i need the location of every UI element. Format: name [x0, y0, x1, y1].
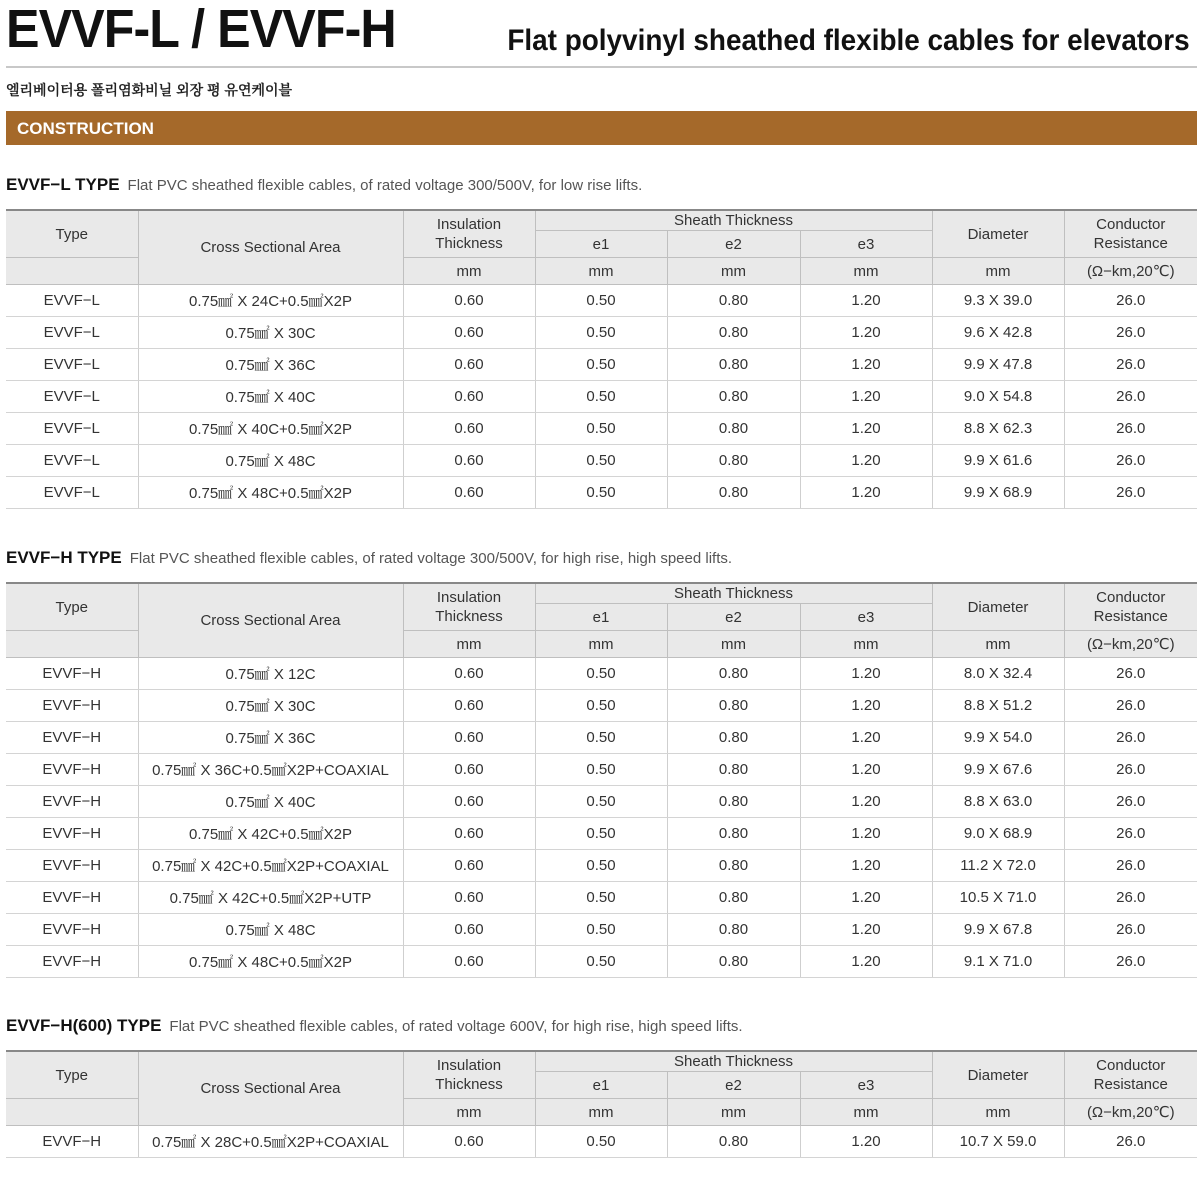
col-e3: e3 — [800, 1072, 932, 1099]
cell-area: 0.75㎟ X 36C+0.5㎟X2P+COAXIAL — [138, 754, 403, 786]
cell-e2: 0.80 — [667, 690, 800, 722]
cell-area: 0.75㎟ X 12C — [138, 658, 403, 690]
col-e2: e2 — [667, 231, 800, 258]
cell-e1: 0.50 — [535, 946, 667, 978]
unit-resistance: (Ω−km,20℃) — [1064, 631, 1197, 658]
cell-type: EVVF−L — [6, 477, 138, 509]
cell-area: 0.75㎟ X 28C+0.5㎟X2P+COAXIAL — [138, 1126, 403, 1158]
cell-e3: 1.20 — [800, 349, 932, 381]
cell-e3: 1.20 — [800, 818, 932, 850]
cell-e2: 0.80 — [667, 914, 800, 946]
unit-type-blank — [6, 1099, 138, 1126]
cell-insulation: 0.60 — [403, 850, 535, 882]
cell-e3: 1.20 — [800, 445, 932, 477]
col-resistance: Conductor Resistance — [1064, 210, 1197, 258]
cell-e1: 0.50 — [535, 658, 667, 690]
cell-e3: 1.20 — [800, 882, 932, 914]
cell-diameter: 8.8 X 51.2 — [932, 690, 1064, 722]
spec-table-evvf-h — [6, 582, 1197, 978]
cell-e2: 0.80 — [667, 786, 800, 818]
cell-insulation: 0.60 — [403, 946, 535, 978]
cell-e3: 1.20 — [800, 914, 932, 946]
cell-insulation: 0.60 — [403, 381, 535, 413]
cell-insulation: 0.60 — [403, 786, 535, 818]
unit-type-blank — [6, 258, 138, 285]
cell-type: EVVF−H — [6, 946, 138, 978]
cell-e1: 0.50 — [535, 1126, 667, 1158]
table-row — [6, 445, 1197, 477]
col-diameter: Diameter — [932, 583, 1064, 631]
unit-e1: mm — [535, 258, 667, 285]
cell-e3: 1.20 — [800, 946, 932, 978]
cell-e2: 0.80 — [667, 946, 800, 978]
cell-type: EVVF−L — [6, 413, 138, 445]
cell-e3: 1.20 — [800, 850, 932, 882]
type-description: Flat PVC sheathed flexible cables, of rated voltage 300/500V, for high rise, high speed lifts. — [129, 550, 733, 567]
cell-diameter: 11.2 X 72.0 — [932, 850, 1064, 882]
cell-e3: 1.20 — [800, 754, 932, 786]
table-row — [6, 754, 1197, 786]
table-heading-evvf-h600 — [6, 1016, 743, 1036]
cell-e2: 0.80 — [667, 658, 800, 690]
cell-area: 0.75㎟ X 48C+0.5㎟X2P — [138, 946, 403, 978]
cell-type: EVVF−L — [6, 349, 138, 381]
cell-insulation: 0.60 — [403, 1126, 535, 1158]
cell-area: 0.75㎟ X 42C+0.5㎟X2P+COAXIAL — [138, 850, 403, 882]
cell-diameter: 9.6 X 42.8 — [932, 317, 1064, 349]
col-e1: e1 — [535, 604, 667, 631]
unit-e3: mm — [800, 258, 932, 285]
col-sheath: Sheath Thickness — [535, 583, 932, 604]
cell-e1: 0.50 — [535, 722, 667, 754]
type-description: Flat PVC sheathed flexible cables, of rated voltage 300/500V, for low rise lifts. — [127, 177, 643, 194]
cell-e3: 1.20 — [800, 1126, 932, 1158]
section-label: CONSTRUCTION — [17, 119, 154, 138]
cell-type: EVVF−L — [6, 381, 138, 413]
main-title: EVVF-L / EVVF-H — [6, 0, 396, 59]
type-description: Flat PVC sheathed flexible cables, of rated voltage 600V, for high rise, high speed lifts. — [169, 1018, 743, 1035]
cell-diameter: 9.9 X 61.6 — [932, 445, 1064, 477]
cell-resistance: 26.0 — [1064, 946, 1197, 978]
cell-insulation: 0.60 — [403, 914, 535, 946]
cell-insulation: 0.60 — [403, 285, 535, 317]
col-e3: e3 — [800, 231, 932, 258]
unit-resistance: (Ω−km,20℃) — [1064, 1099, 1197, 1126]
table-row — [6, 690, 1197, 722]
cell-e3: 1.20 — [800, 722, 932, 754]
cell-insulation: 0.60 — [403, 658, 535, 690]
unit-e2: mm — [667, 631, 800, 658]
cell-resistance: 26.0 — [1064, 690, 1197, 722]
cell-resistance: 26.0 — [1064, 818, 1197, 850]
cell-diameter: 9.9 X 68.9 — [932, 477, 1064, 509]
cell-area: 0.75㎟ X 40C+0.5㎟X2P — [138, 413, 403, 445]
table-row — [6, 317, 1197, 349]
table-row — [6, 658, 1197, 690]
type-name: EVVF−L TYPE — [6, 175, 120, 194]
cell-e1: 0.50 — [535, 850, 667, 882]
cell-e1: 0.50 — [535, 413, 667, 445]
cell-insulation: 0.60 — [403, 722, 535, 754]
cell-e1: 0.50 — [535, 786, 667, 818]
table-row — [6, 722, 1197, 754]
cell-e1: 0.50 — [535, 317, 667, 349]
table-row — [6, 850, 1197, 882]
cell-diameter: 9.3 X 39.0 — [932, 285, 1064, 317]
cell-e2: 0.80 — [667, 850, 800, 882]
cell-resistance: 26.0 — [1064, 349, 1197, 381]
col-insulation: Insulation Thickness — [403, 583, 535, 631]
unit-insulation: mm — [403, 258, 535, 285]
cell-e2: 0.80 — [667, 349, 800, 381]
cell-resistance: 26.0 — [1064, 381, 1197, 413]
cell-insulation: 0.60 — [403, 349, 535, 381]
cell-resistance: 26.0 — [1064, 413, 1197, 445]
cell-diameter: 9.0 X 54.8 — [932, 381, 1064, 413]
cell-e3: 1.20 — [800, 317, 932, 349]
unit-e2: mm — [667, 258, 800, 285]
table-heading-evvf-h — [6, 548, 732, 568]
cell-type: EVVF−H — [6, 850, 138, 882]
cell-area: 0.75㎟ X 42C+0.5㎟X2P+UTP — [138, 882, 403, 914]
cell-e2: 0.80 — [667, 285, 800, 317]
title-divider — [6, 66, 1197, 68]
cell-e2: 0.80 — [667, 1126, 800, 1158]
cell-e1: 0.50 — [535, 285, 667, 317]
title-row — [6, 0, 1198, 64]
cell-diameter: 8.0 X 32.4 — [932, 658, 1064, 690]
cell-e3: 1.20 — [800, 381, 932, 413]
cell-diameter: 9.9 X 67.8 — [932, 914, 1064, 946]
col-insulation: Insulation Thickness — [403, 210, 535, 258]
cell-insulation: 0.60 — [403, 477, 535, 509]
spec-table-evvf-l — [6, 209, 1197, 509]
cell-diameter: 8.8 X 62.3 — [932, 413, 1064, 445]
cell-area: 0.75㎟ X 48C — [138, 445, 403, 477]
table-row — [6, 818, 1197, 850]
cell-resistance: 26.0 — [1064, 914, 1197, 946]
col-resistance: Conductor Resistance — [1064, 1051, 1197, 1099]
cell-type: EVVF−H — [6, 722, 138, 754]
cell-e1: 0.50 — [535, 914, 667, 946]
cell-area: 0.75㎟ X 36C — [138, 722, 403, 754]
cell-resistance: 26.0 — [1064, 285, 1197, 317]
table-row — [6, 413, 1197, 445]
col-area: Cross Sectional Area — [138, 583, 403, 658]
col-diameter: Diameter — [932, 1051, 1064, 1099]
cell-type: EVVF−H — [6, 690, 138, 722]
table-row — [6, 381, 1197, 413]
cell-e3: 1.20 — [800, 690, 932, 722]
cell-type: EVVF−H — [6, 882, 138, 914]
cell-e1: 0.50 — [535, 445, 667, 477]
korean-subtitle: 엘리베이터용 폴리염화비닐 외장 평 유연케이블 — [6, 82, 293, 98]
cell-e2: 0.80 — [667, 722, 800, 754]
cell-type: EVVF−H — [6, 786, 138, 818]
cell-e1: 0.50 — [535, 882, 667, 914]
cell-area: 0.75㎟ X 40C — [138, 786, 403, 818]
cell-insulation: 0.60 — [403, 690, 535, 722]
cell-resistance: 26.0 — [1064, 658, 1197, 690]
cell-e3: 1.20 — [800, 658, 932, 690]
cell-area: 0.75㎟ X 30C — [138, 317, 403, 349]
col-diameter: Diameter — [932, 210, 1064, 258]
cell-diameter: 9.0 X 68.9 — [932, 818, 1064, 850]
cell-e1: 0.50 — [535, 818, 667, 850]
cell-e2: 0.80 — [667, 818, 800, 850]
cell-e2: 0.80 — [667, 317, 800, 349]
cell-e2: 0.80 — [667, 413, 800, 445]
cell-type: EVVF−L — [6, 317, 138, 349]
cell-resistance: 26.0 — [1064, 317, 1197, 349]
cell-e1: 0.50 — [535, 477, 667, 509]
cell-type: EVVF−H — [6, 1126, 138, 1158]
unit-e2: mm — [667, 1099, 800, 1126]
cell-type: EVVF−H — [6, 658, 138, 690]
cell-diameter: 10.7 X 59.0 — [932, 1126, 1064, 1158]
cell-area: 0.75㎟ X 40C — [138, 381, 403, 413]
cell-area: 0.75㎟ X 48C+0.5㎟X2P — [138, 477, 403, 509]
cell-insulation: 0.60 — [403, 882, 535, 914]
unit-type-blank — [6, 631, 138, 658]
cell-e2: 0.80 — [667, 477, 800, 509]
col-type: Type — [6, 210, 138, 258]
type-name: EVVF−H TYPE — [6, 548, 122, 567]
table-row — [6, 477, 1197, 509]
table-row — [6, 285, 1197, 317]
col-insulation: Insulation Thickness — [403, 1051, 535, 1099]
cell-resistance: 26.0 — [1064, 1126, 1197, 1158]
cell-insulation: 0.60 — [403, 818, 535, 850]
unit-e1: mm — [535, 631, 667, 658]
table-row — [6, 1126, 1197, 1158]
cell-area: 0.75㎟ X 42C+0.5㎟X2P — [138, 818, 403, 850]
table-row — [6, 882, 1197, 914]
cell-diameter: 9.1 X 71.0 — [932, 946, 1064, 978]
unit-insulation: mm — [403, 1099, 535, 1126]
cell-e3: 1.20 — [800, 413, 932, 445]
table-row — [6, 946, 1197, 978]
col-type: Type — [6, 583, 138, 631]
cell-e1: 0.50 — [535, 381, 667, 413]
cell-type: EVVF−H — [6, 818, 138, 850]
cell-resistance: 26.0 — [1064, 850, 1197, 882]
cell-type: EVVF−L — [6, 445, 138, 477]
cell-e3: 1.20 — [800, 285, 932, 317]
type-name: EVVF−H(600) TYPE — [6, 1016, 162, 1035]
col-sheath: Sheath Thickness — [535, 210, 932, 231]
cell-diameter: 10.5 X 71.0 — [932, 882, 1064, 914]
cell-e2: 0.80 — [667, 445, 800, 477]
cell-insulation: 0.60 — [403, 317, 535, 349]
cell-insulation: 0.60 — [403, 754, 535, 786]
cell-e1: 0.50 — [535, 754, 667, 786]
col-sheath: Sheath Thickness — [535, 1051, 932, 1072]
subtitle: Flat polyvinyl sheathed flexible cables for elevators — [507, 24, 1190, 57]
cell-area: 0.75㎟ X 36C — [138, 349, 403, 381]
unit-diameter: mm — [932, 631, 1064, 658]
cell-resistance: 26.0 — [1064, 477, 1197, 509]
table-row — [6, 786, 1197, 818]
table-row — [6, 914, 1197, 946]
cell-type: EVVF−L — [6, 285, 138, 317]
col-e3: e3 — [800, 604, 932, 631]
unit-e3: mm — [800, 1099, 932, 1126]
cell-area: 0.75㎟ X 30C — [138, 690, 403, 722]
unit-insulation: mm — [403, 631, 535, 658]
unit-diameter: mm — [932, 1099, 1064, 1126]
cell-area: 0.75㎟ X 24C+0.5㎟X2P — [138, 285, 403, 317]
cell-e2: 0.80 — [667, 754, 800, 786]
cell-diameter: 9.9 X 67.6 — [932, 754, 1064, 786]
cell-diameter: 9.9 X 47.8 — [932, 349, 1064, 381]
cell-resistance: 26.0 — [1064, 445, 1197, 477]
col-e1: e1 — [535, 1072, 667, 1099]
cell-diameter: 8.8 X 63.0 — [932, 786, 1064, 818]
cell-diameter: 9.9 X 54.0 — [932, 722, 1064, 754]
table-heading-evvf-l — [6, 175, 642, 195]
cell-insulation: 0.60 — [403, 445, 535, 477]
cell-resistance: 26.0 — [1064, 786, 1197, 818]
col-e2: e2 — [667, 604, 800, 631]
table-row — [6, 349, 1197, 381]
cell-resistance: 26.0 — [1064, 722, 1197, 754]
unit-diameter: mm — [932, 258, 1064, 285]
cell-type: EVVF−H — [6, 754, 138, 786]
col-type: Type — [6, 1051, 138, 1099]
col-area: Cross Sectional Area — [138, 210, 403, 285]
spec-table-evvf-h600 — [6, 1050, 1197, 1158]
cell-insulation: 0.60 — [403, 413, 535, 445]
cell-e1: 0.50 — [535, 349, 667, 381]
cell-resistance: 26.0 — [1064, 882, 1197, 914]
col-e1: e1 — [535, 231, 667, 258]
cell-e1: 0.50 — [535, 690, 667, 722]
cell-e3: 1.20 — [800, 786, 932, 818]
cell-e2: 0.80 — [667, 882, 800, 914]
cell-e2: 0.80 — [667, 381, 800, 413]
cell-resistance: 26.0 — [1064, 754, 1197, 786]
cell-e3: 1.20 — [800, 477, 932, 509]
unit-e3: mm — [800, 631, 932, 658]
unit-e1: mm — [535, 1099, 667, 1126]
unit-resistance: (Ω−km,20℃) — [1064, 258, 1197, 285]
cell-type: EVVF−H — [6, 914, 138, 946]
section-bar — [6, 111, 1197, 145]
cell-area: 0.75㎟ X 48C — [138, 914, 403, 946]
col-e2: e2 — [667, 1072, 800, 1099]
col-area: Cross Sectional Area — [138, 1051, 403, 1126]
col-resistance: Conductor Resistance — [1064, 583, 1197, 631]
